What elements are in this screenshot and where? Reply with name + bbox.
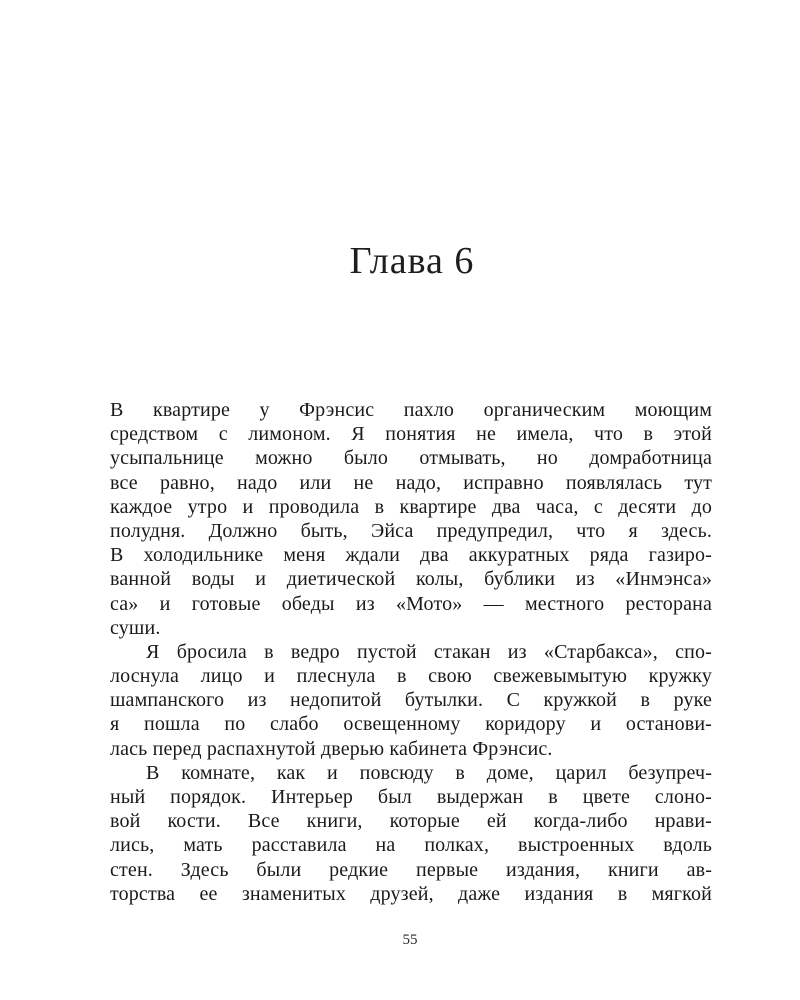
text-line: стен. Здесь были редкие первые издания, книги ав- (110, 858, 712, 881)
text-line: торства ее знаменитых друзей, даже издания в мягкой (110, 882, 712, 905)
text-line: са» и готовые обеды из «Мото» — местного ресторана (110, 592, 712, 615)
page-number: 55 (402, 932, 418, 948)
text-line: вой кости. Все книги, которые ей когда-либо нрави- (110, 810, 712, 833)
text-line: суши. (110, 616, 161, 639)
text-line: усыпальнице можно было отмывать, но домработница (110, 447, 712, 470)
text-line: ный порядок. Интерьер был выдержан в цвете слоно- (110, 786, 712, 808)
chapter-title: Глава 6 (349, 240, 475, 283)
text-line: В комнате, как и повсюду в доме, царил безупреч- (146, 761, 712, 784)
text-line: В квартире у Фрэнсис пахло органическим моющим (110, 399, 712, 421)
text-line: ванной воды и диетической колы, бублики из «Инмэнса» (110, 568, 712, 591)
text-line: лась перед распахнутой дверью кабинета Фрэнсис. (110, 737, 553, 760)
text-line: все равно, надо или не надо, исправно появлялась тут (110, 471, 712, 494)
text-line: средством с лимоном. Я понятия не имела, что в этой (110, 423, 712, 446)
text-line: полудня. Должно быть, Эйса предупредил, что я здесь. (110, 519, 712, 542)
text-line: я пошла по слабо освещенному коридору и останови- (110, 713, 712, 736)
text-line: лоснула лицо и плеснула в свою свежевымытую кружку (110, 665, 712, 688)
text-line: В холодильнике меня ждали два аккуратных ряда газиро- (110, 544, 712, 567)
text-line: Я бросила в ведро пустой стакан из «Старбакса», спо- (146, 640, 712, 663)
text-line: каждое утро и проводила в квартире два часа, с десяти до (110, 495, 712, 518)
body-text (110, 398, 712, 906)
text-line: лись, мать расставила на полках, выстроенных вдоль (110, 834, 712, 857)
text-line: шампанского из недопитой бутылки. С кружкой в руке (110, 689, 712, 712)
